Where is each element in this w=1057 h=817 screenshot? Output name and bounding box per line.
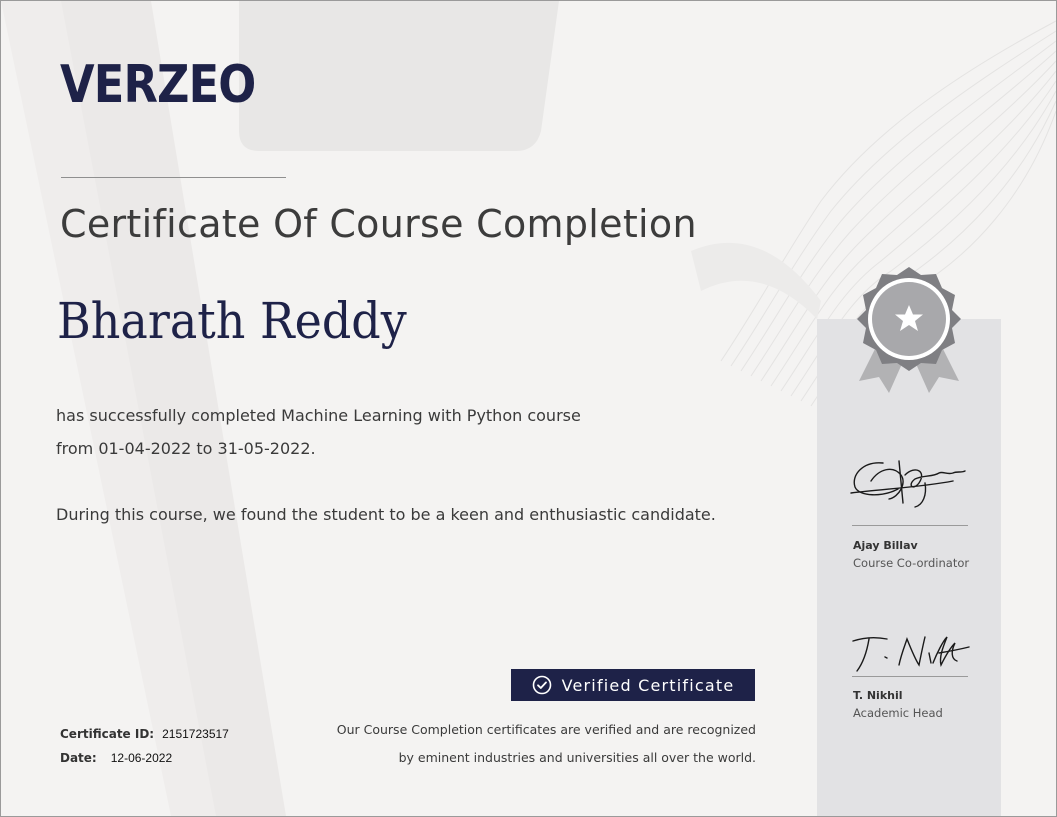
recognition-note-line-2: by eminent industries and universities all over the world. — [398, 750, 756, 765]
certificate-id — [60, 728, 229, 740]
signer-2-role: Academic Head — [853, 706, 943, 720]
signer-1-name: Ajay Billav — [853, 539, 918, 552]
recipient-name: Bharath Reddy — [57, 292, 407, 350]
completion-statement: has successfully completed Machine Learning with Python course — [56, 406, 581, 425]
signature-line-2 — [852, 676, 968, 677]
title-divider — [61, 177, 286, 178]
verified-certificate-badge — [511, 669, 755, 701]
certificate-id-value: 2151723517 — [162, 727, 229, 741]
signature-t-nikhil — [847, 629, 977, 677]
course-dates: from 01-04-2022 to 31-05-2022. — [56, 439, 316, 458]
certificate-id-label: Certificate ID: — [60, 727, 155, 741]
verified-label: Verified Certificate — [561, 675, 735, 695]
certificate-title: Certificate Of Course Completion — [60, 202, 697, 246]
remark-statement: During this course, we found the student to be a keen and enthusiastic candidate. — [56, 505, 716, 524]
signature-line-1 — [852, 525, 968, 526]
check-circle-icon — [532, 675, 552, 695]
signer-1-role: Course Co-ordinator — [853, 556, 970, 570]
star-medal-icon — [847, 265, 971, 401]
date-value: 12-06-2022 — [110, 751, 173, 765]
verzeo-logo: VERZEO — [60, 55, 256, 115]
signature-ajay-billav — [843, 453, 973, 513]
date-label: Date: — [60, 751, 97, 765]
recognition-note-line-1: Our Course Completion certificates are verified and are recognized — [336, 722, 756, 737]
certificate-date — [60, 752, 172, 764]
signer-2-name: T. Nikhil — [853, 689, 903, 702]
